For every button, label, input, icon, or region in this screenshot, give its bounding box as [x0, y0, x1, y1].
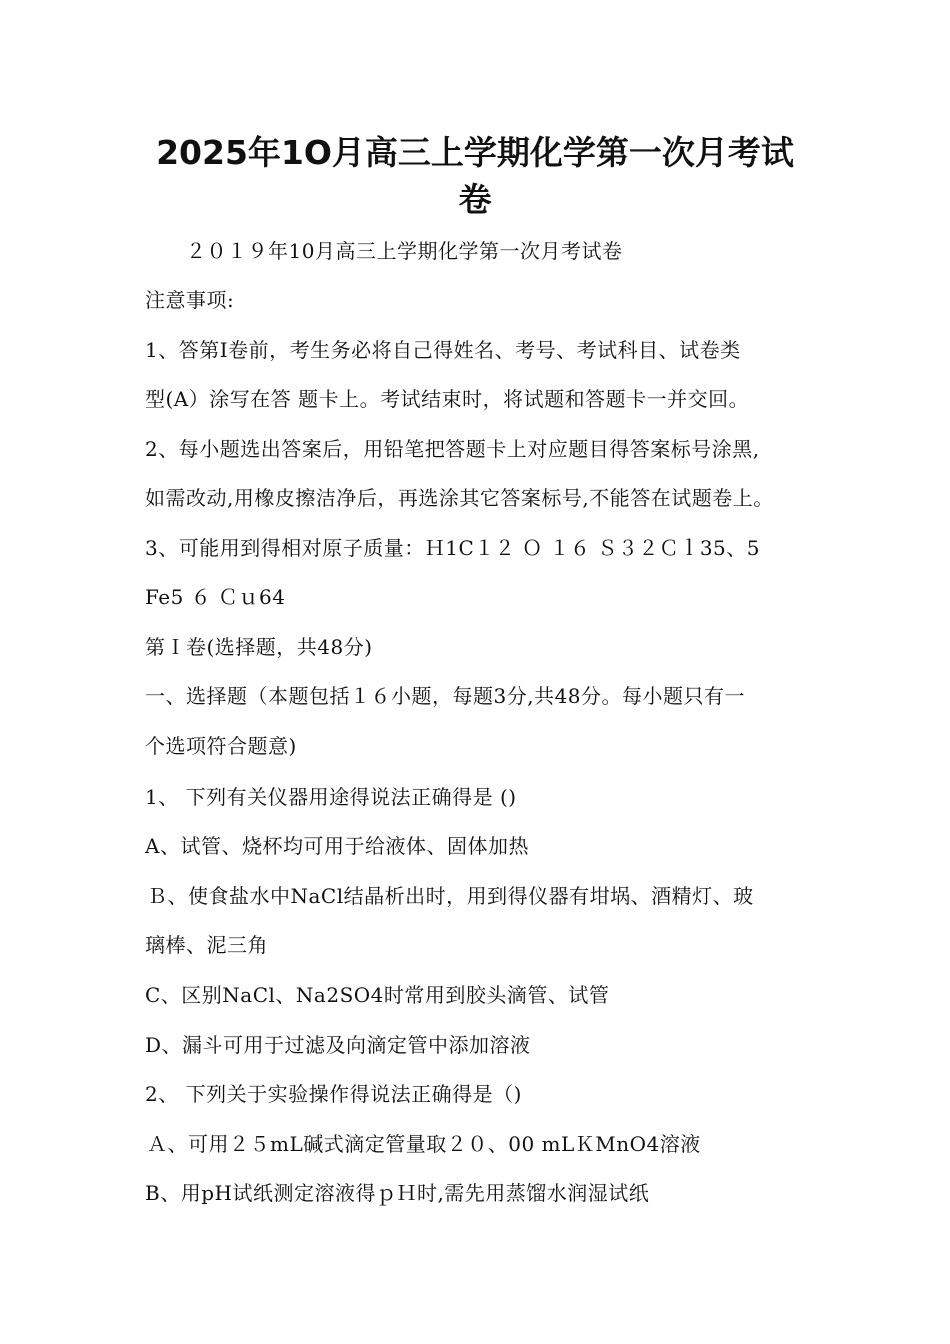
part-instruction-line-1: 一、选择题（本题包括１６小题，每题3分,共48分。每小题只有一 — [145, 684, 746, 708]
notice-item-2-line-1: 2、每小题选出答案后，用铅笔把答题卡上对应题目得答案标号涂黑, — [145, 437, 760, 461]
notice-item-1-line-2: 型(A）涂写在答 题卡上。考试结束时，将试题和答题卡一并交回。 — [145, 387, 750, 411]
section-heading: 第Ｉ卷(选择题，共48分) — [145, 635, 373, 659]
notice-heading: 注意事项: — [145, 288, 235, 312]
part-instruction-line-2: 个选项符合题意) — [145, 734, 297, 758]
document-subtitle: ２０１９年10月高三上学期化学第一次月考试卷 — [186, 239, 623, 263]
notice-item-1-line-1: 1、答第Ⅰ卷前，考生务必将自己得姓名、考号、考试科目、试卷类 — [145, 338, 741, 362]
question-1-option-b-line-1: Ｂ、使食盐水中NaCl结晶析出时，用到得仪器有坩埚、酒精灯、玻 — [147, 884, 754, 908]
question-2-option-b: B、用pH试纸测定溶液得ｐＨ时,需先用蒸馏水润湿试纸 — [145, 1181, 650, 1205]
document-title-line-2: 卷 — [458, 180, 492, 219]
notice-item-3-line-1: 3、可能用到得相对原子质量：Ｈ1C１２ Ｏ １６ Ｓ３２Ｃｌ35、5 — [145, 536, 760, 560]
question-1-option-b-line-2: 璃棒、泥三角 — [145, 933, 268, 957]
question-1-option-a: A、试管、烧杯均可用于给液体、固体加热 — [145, 834, 529, 858]
question-2: 2、 下列关于实验操作得说法正确得是（) — [145, 1082, 522, 1106]
notice-item-3-line-2: Fe5 ６ Ｃｕ64 — [145, 585, 286, 609]
question-1: 1、 下列有关仪器用途得说法正确得是 () — [145, 785, 517, 809]
document-title-line-1: 2025年1O月高三上学期化学第一次月考试 — [156, 133, 794, 172]
notice-item-2-line-2: 如需改动,用橡皮擦洁净后，再选涂其它答案标号,不能答在试题卷上。 — [145, 486, 774, 510]
question-2-option-a: Ａ、可用２５mL碱式滴定管量取２０、00 mLＫMnO4溶液 — [147, 1132, 701, 1156]
question-1-option-c: C、区别NaCl、Na2SO4时常用到胶头滴管、试管 — [145, 983, 610, 1007]
question-1-option-d: D、漏斗可用于过滤及向滴定管中添加溶液 — [145, 1033, 531, 1057]
